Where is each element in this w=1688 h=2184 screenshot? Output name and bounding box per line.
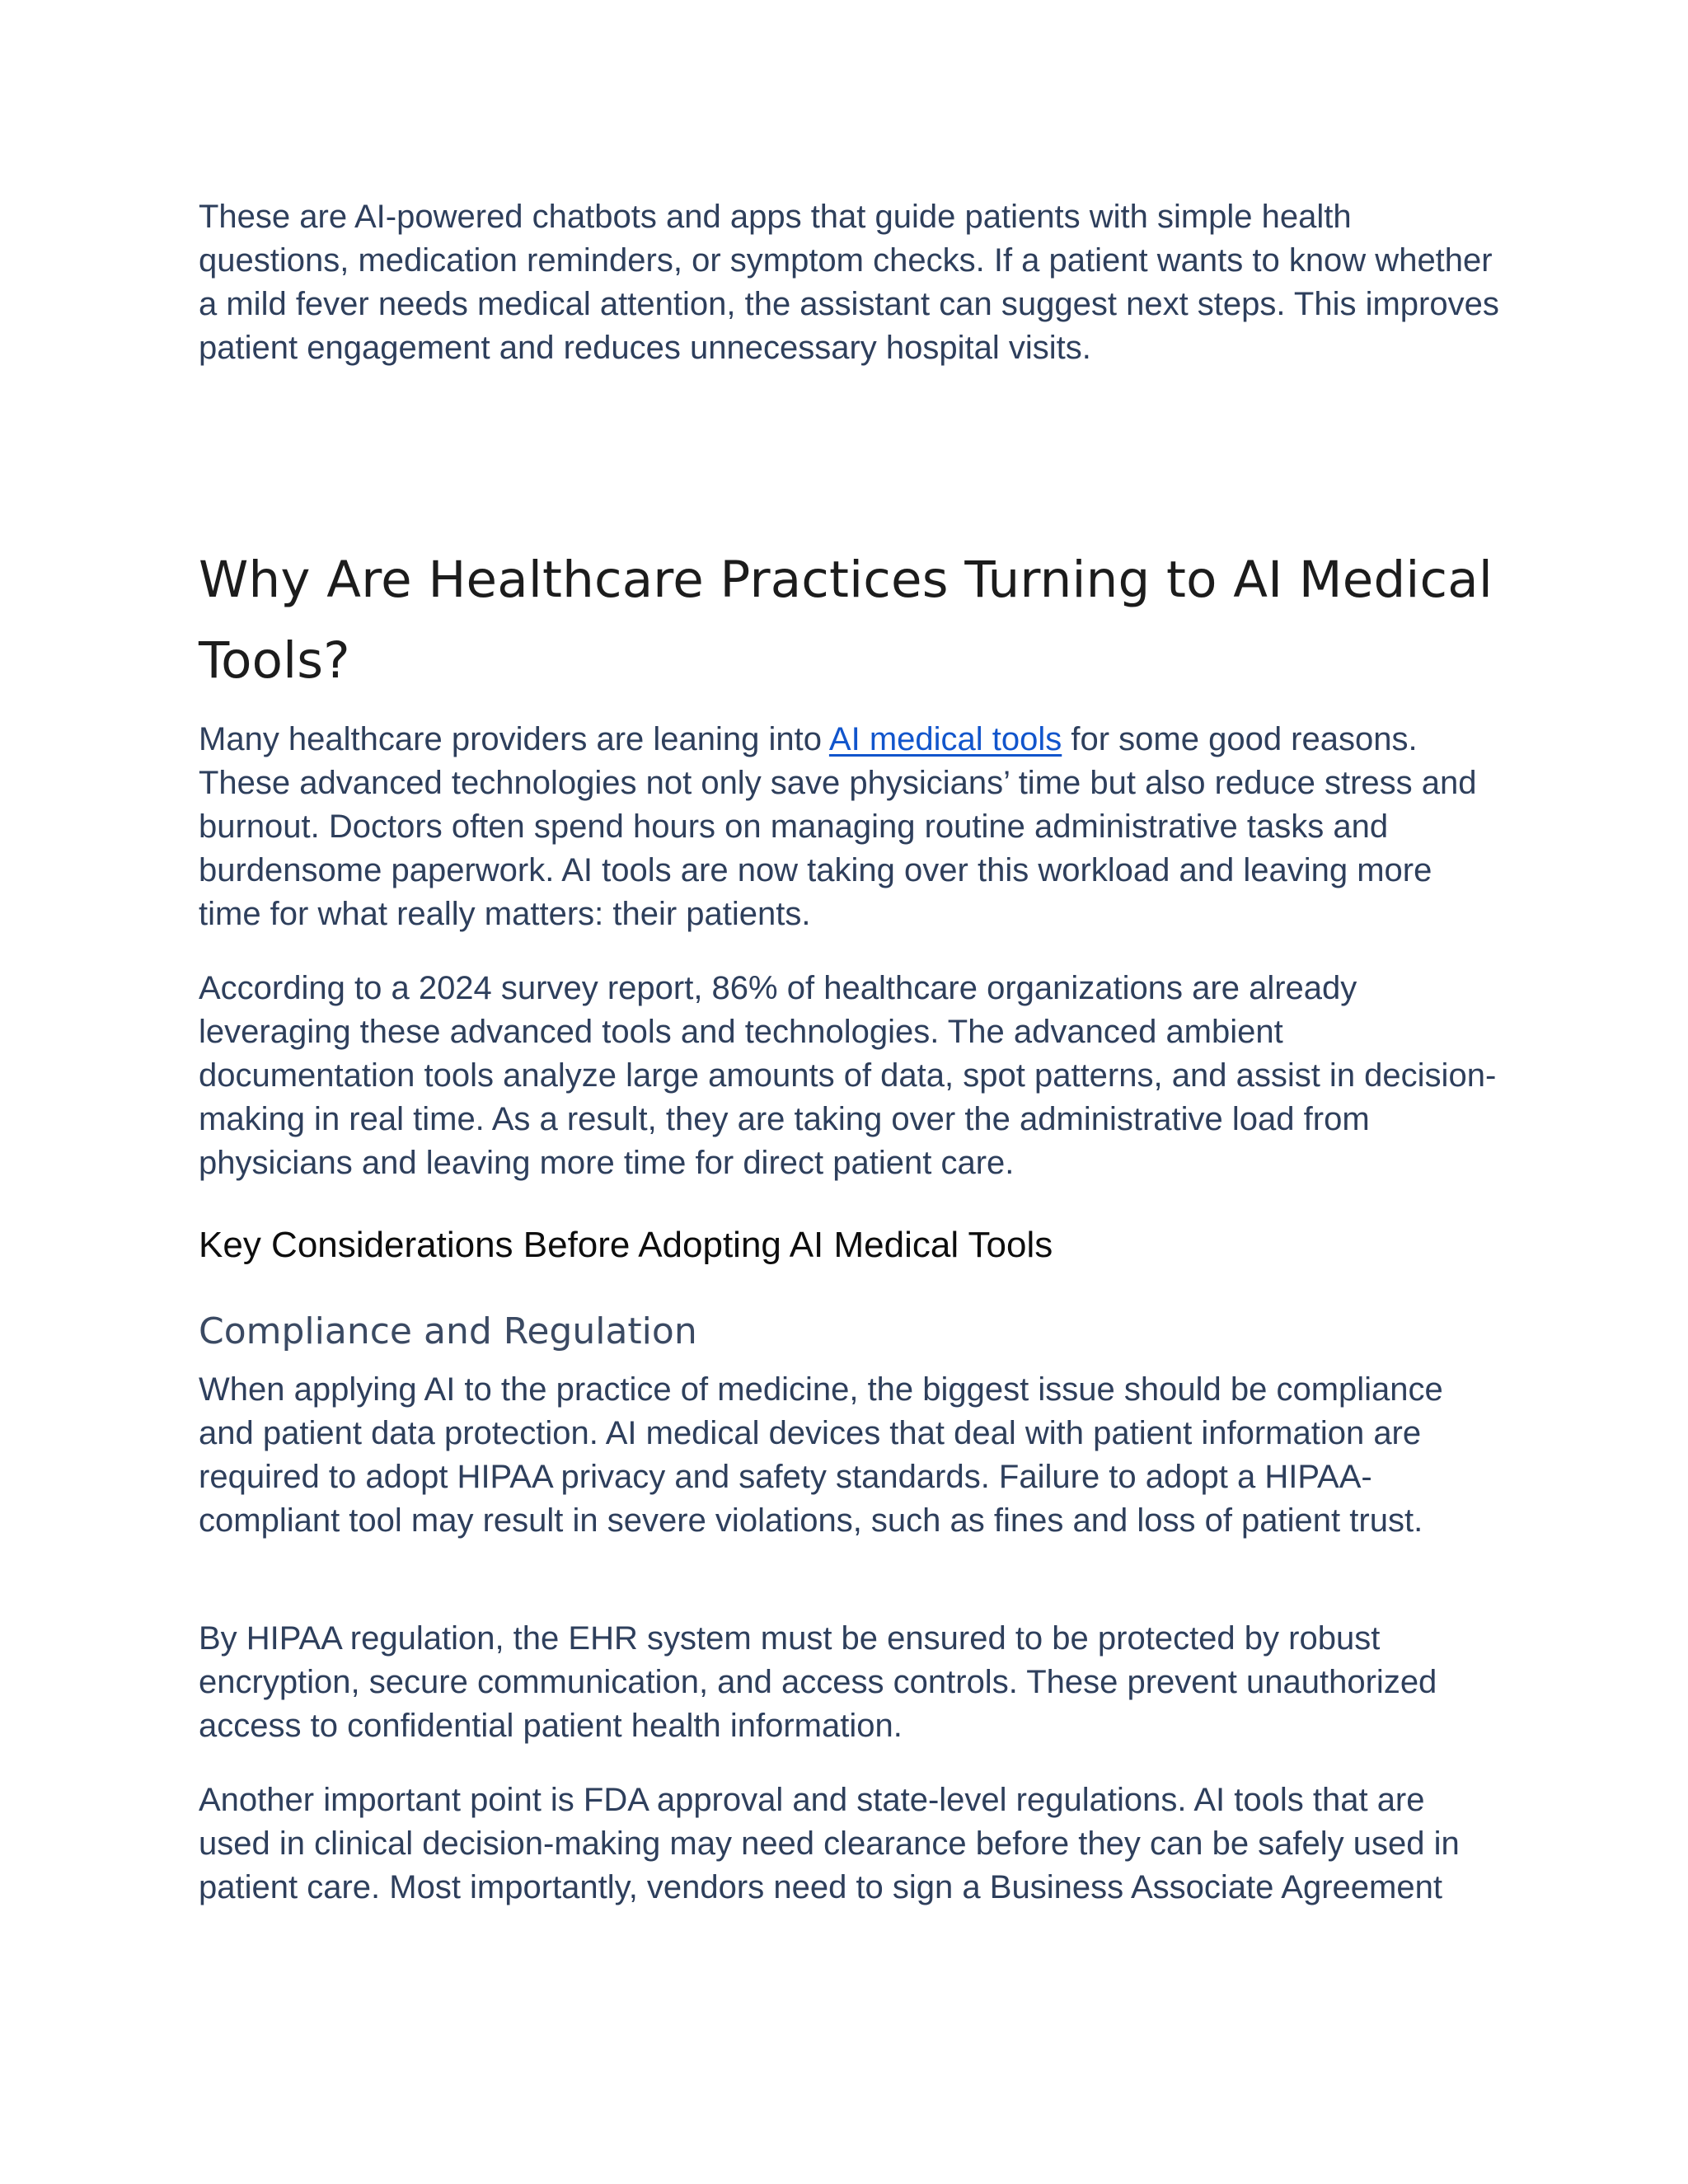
why-paragraph-2: According to a 2024 survey report, 86% of healthcare organizations are already leveraging these advanced tools and technologies. The advanced ambient documentation tools analyze large amounts of data, spot patterns, and assist in decision-making in real time. As a result, they are taking over the administrative load from physicians and leaving more time for direct patient care. (199, 970, 1497, 1181)
why-paragraph-1 (199, 718, 1501, 936)
subheading-compliance: Compliance and Regulation (199, 1310, 697, 1352)
section-heading-why: Why Are Healthcare Practices Turning to AI Medical Tools? (199, 551, 1493, 690)
why-paragraph-1-rest: for some good reasons. These advanced technologies not only save physicians’ time but also reduce stress and burnout. Doctors often spend hours on managing routine administrative tasks and burdensome paperwork. AI tools are now taking over this workload and leaving more time for what really matters: their patients. (199, 721, 1477, 932)
ai-medical-tools-link[interactable]: AI medical tools (828, 721, 1062, 757)
intro-paragraph: These are AI-powered chatbots and apps that guide patients with simple health questions, medication reminders, or symptom checks. If a patient wants to know whether a mild fever needs medical attention, the assistant can suggest next steps. This improves patient engagement and reduces unnecessary hospital visits. (199, 199, 1499, 366)
compliance-paragraph-1: When applying AI to the practice of medicine, the biggest issue should be compliance and patient data protection. AI medical devices that deal with patient information are required to adopt HIPAA privacy and safety standards. Failure to adopt a HIPAA-compliant tool may result in severe violations, such as fines and loss of patient trust. (199, 1371, 1443, 1539)
section-heading-key-considerations: Key Considerations Before Adopting AI Medical Tools (199, 1225, 1053, 1265)
compliance-paragraph-3: Another important point is FDA approval and state-level regulations. AI tools that are used in clinical decision-making may need clearance before they can be safely used in patient care. Most importantly, vendors need to sign a Business Associate Agreement (199, 1782, 1460, 1905)
why-paragraph-1-lead: Many healthcare providers are leaning into (199, 721, 829, 757)
compliance-paragraph-2: By HIPAA regulation, the EHR system must be ensured to be protected by robust encryption, secure communication, and access controls. These prevent unauthorized access to confidential patient health information. (199, 1620, 1437, 1744)
